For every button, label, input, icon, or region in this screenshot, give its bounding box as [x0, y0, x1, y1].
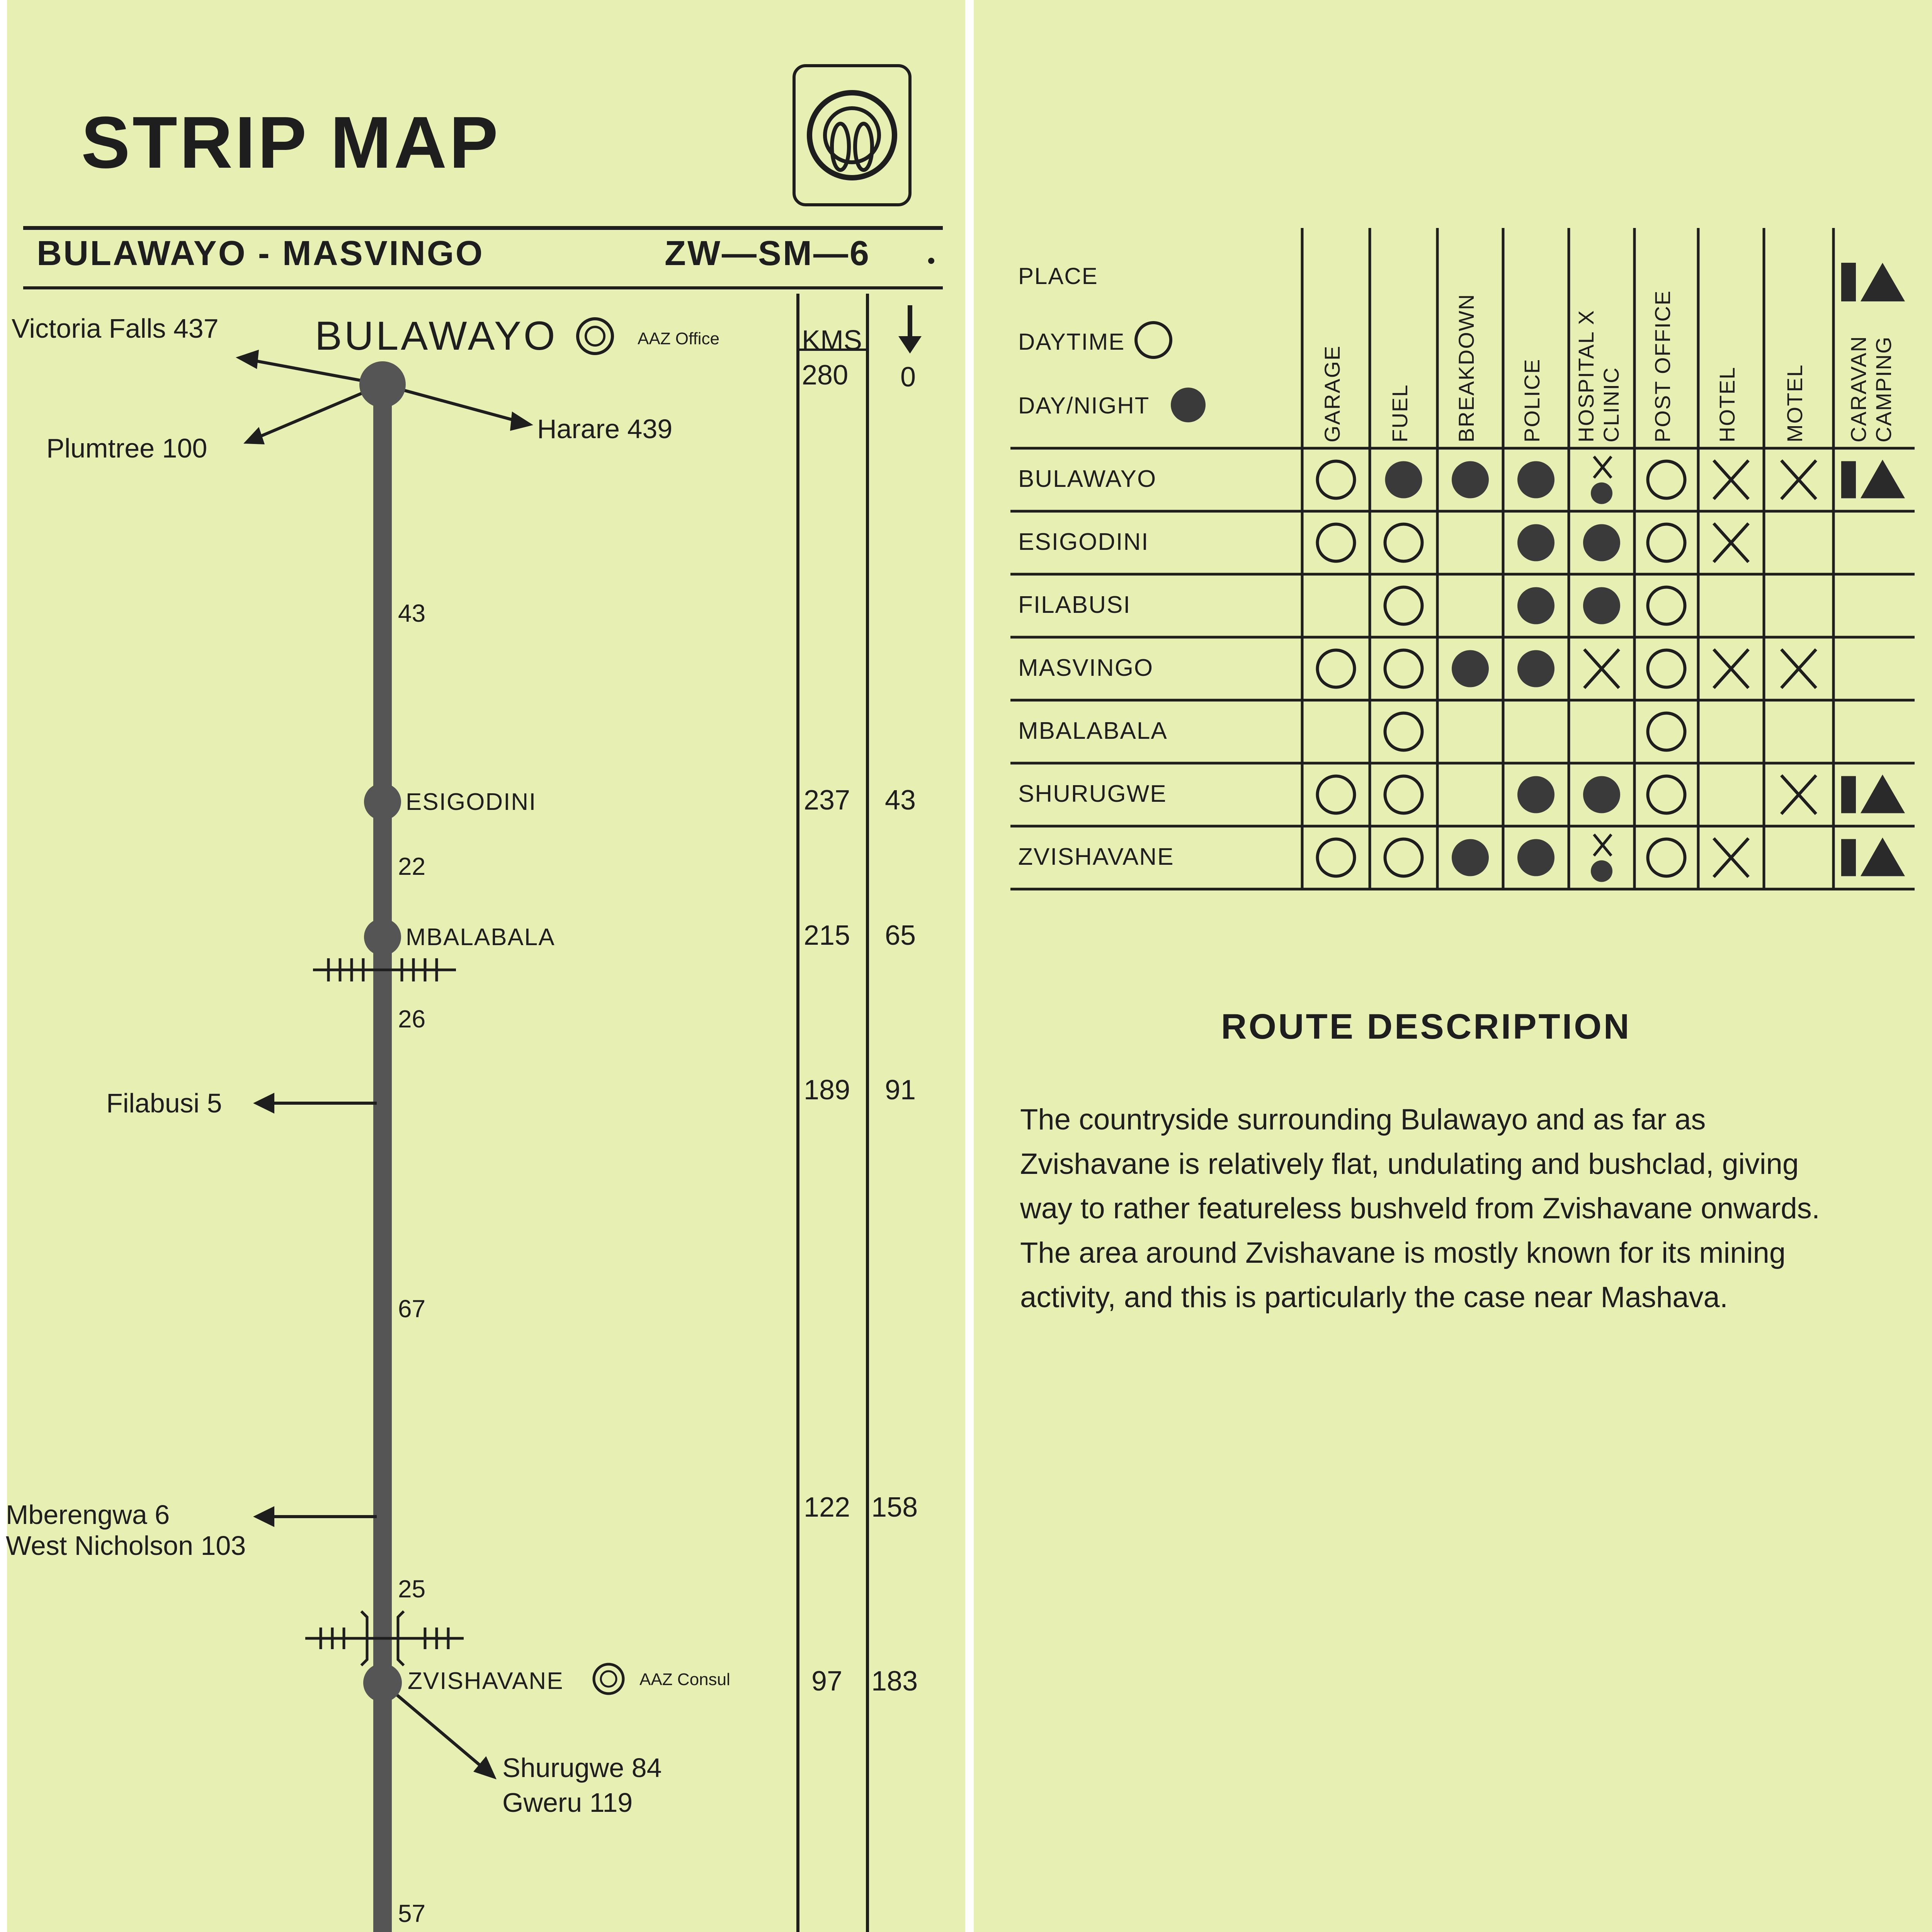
cell-bulawayo-4-dot-icon [1591, 483, 1612, 504]
cell-masvingo-3-daynight-icon [1517, 650, 1554, 687]
dest-shurugwe: Shurugwe 84 [502, 1753, 662, 1783]
dest-harare-top: Harare 439 [537, 414, 673, 444]
kms-esigodini-from: 237 [804, 785, 850, 816]
cell-shurugwe-0-daytime-icon [1318, 776, 1355, 813]
column-header-post-office: POST OFFICE [1650, 290, 1675, 442]
column-header-hotel: HOTEL [1715, 366, 1739, 442]
cell-bulawayo-1-daynight-icon [1385, 461, 1422, 498]
cell-masvingo-1-daytime-icon [1385, 650, 1422, 687]
segment-km-4: 67 [398, 1295, 426, 1323]
kms-mbalabala-from: 215 [804, 920, 850, 951]
header-caravan-icon [1841, 263, 1856, 301]
dest-west-nicholson: West Nicholson 103 [6, 1531, 246, 1561]
cell-shurugwe-5-daytime-icon [1648, 776, 1685, 813]
segment-km-2: 22 [398, 852, 426, 880]
route-description-text: The countryside surrounding Bulawayo and as far as Zvishavane is relatively flat, undulating and bushclad, giving way to rather featureless bushveld from Zvishavane onwards. The area around Zvishavane is mostly known for its mining activity, and this is particularly the case near Mashava. [1020, 1103, 1820, 1314]
cell-bulawayo-6-cross-icon [1714, 461, 1748, 499]
kms-filabusi-to: 91 [885, 1075, 916, 1105]
cell-bulawayo-2-daynight-icon [1452, 461, 1489, 498]
column-header-camping: CAMPING [1871, 336, 1896, 442]
kms-mberengwa-to: 158 [871, 1492, 918, 1523]
column-header-motel: MOTEL [1782, 364, 1807, 442]
cell-zvishavane-2-daynight-icon [1452, 839, 1489, 876]
cell-shurugwe-3-daynight-icon [1517, 776, 1554, 813]
cell-esigodini-1-daytime-icon [1385, 524, 1422, 561]
row-label-filabusi: FILABUSI [1018, 591, 1131, 618]
cell-zvishavane-6-cross-icon [1714, 838, 1748, 877]
cell-zvishavane-3-daynight-icon [1517, 839, 1554, 876]
town-esigodini: ESIGODINI [406, 789, 537, 815]
town-bulawayo: BULAWAYO [315, 313, 558, 359]
cell-zvishavane-0-daytime-icon [1318, 839, 1355, 876]
column-header-caravan: CARAVAN [1846, 335, 1871, 442]
cell-zvishavane-8-camping-icon [1861, 838, 1905, 876]
cell-bulawayo-0-daytime-icon [1318, 461, 1355, 498]
cell-filabusi-3-daynight-icon [1517, 587, 1554, 624]
row-label-bulawayo: BULAWAYO [1018, 465, 1157, 492]
cell-filabusi-1-daytime-icon [1385, 587, 1422, 624]
kms-filabusi-from: 189 [804, 1075, 850, 1105]
route-description-heading: ROUTE DESCRIPTION [1221, 1007, 1631, 1046]
column-header-fuel: FUEL [1387, 384, 1412, 442]
column-header-garage: GARAGE [1320, 345, 1344, 442]
segment-km-6: 57 [398, 1900, 426, 1927]
cell-bulawayo-5-daytime-icon [1648, 461, 1685, 498]
column-header-breakdown: BREAKDOWN [1454, 293, 1478, 442]
kms-bulawayo-from: 280 [802, 360, 849, 391]
cell-shurugwe-7-cross-icon [1781, 776, 1816, 814]
cell-bulawayo-3-daynight-icon [1517, 461, 1554, 498]
row-label-zvishavane: ZVISHAVANE [1018, 843, 1174, 870]
cell-mbalabala-5-daytime-icon [1648, 713, 1685, 750]
cell-shurugwe-4-daynight-icon [1583, 776, 1620, 813]
daynight-legend-label: DAY/NIGHT [1018, 393, 1150, 418]
cell-zvishavane-8-caravan-icon [1841, 839, 1856, 876]
kms-esigodini-to: 43 [885, 785, 916, 816]
column-header-police: POLICE [1520, 358, 1544, 442]
cell-shurugwe-8-caravan-icon [1841, 776, 1856, 813]
kms-bulawayo-to: 0 [900, 362, 916, 393]
kms-zvishavane-from: 97 [811, 1666, 843, 1697]
cell-masvingo-2-daynight-icon [1452, 650, 1489, 687]
bulawayo-badge: AAZ Office [638, 329, 719, 348]
cell-esigodini-5-daytime-icon [1648, 524, 1685, 561]
kms-zvishavane-to: 183 [871, 1666, 918, 1697]
town-mbalabala: MBALABALA [406, 924, 555, 951]
daytime-legend-label: DAYTIME [1018, 329, 1125, 355]
route-code: ZW—SM—6 [665, 234, 871, 273]
dest-filabusi: Filabusi 5 [106, 1088, 222, 1118]
cell-zvishavane-5-daytime-icon [1648, 839, 1685, 876]
cell-masvingo-4-cross-icon [1584, 650, 1619, 688]
cell-esigodini-4-daynight-icon [1583, 524, 1620, 561]
cell-bulawayo-8-camping-icon [1861, 460, 1905, 498]
kms-header-label: KMS [802, 325, 862, 356]
segment-km-3: 26 [398, 1005, 426, 1033]
cell-masvingo-5-daytime-icon [1648, 650, 1685, 687]
row-label-shurugwe: SHURUGWE [1018, 780, 1167, 807]
cell-masvingo-6-cross-icon [1714, 650, 1748, 688]
segment-km-1: 43 [398, 599, 426, 627]
town-zvishavane: ZVISHAVANE [408, 1668, 564, 1694]
row-label-masvingo: MASVINGO [1018, 654, 1154, 681]
cell-filabusi-4-daynight-icon [1583, 587, 1620, 624]
cell-shurugwe-1-daytime-icon [1385, 776, 1422, 813]
dest-plumtree: Plumtree 100 [46, 433, 207, 463]
segment-km-5: 25 [398, 1575, 426, 1603]
kms-mberengwa-from: 122 [804, 1492, 850, 1523]
cell-bulawayo-4-cross-icon [1594, 457, 1611, 478]
page-title: STRIP MAP [81, 102, 501, 184]
cell-zvishavane-4-dot-icon [1591, 861, 1612, 882]
header-camping-icon [1861, 263, 1905, 301]
cell-bulawayo-7-cross-icon [1781, 461, 1816, 499]
cell-bulawayo-8-caravan-icon [1841, 461, 1856, 498]
cell-zvishavane-1-daytime-icon [1385, 839, 1422, 876]
row-label-mbalabala: MBALABALA [1018, 717, 1168, 744]
daynight-legend-icon [1171, 388, 1206, 422]
cell-mbalabala-1-daytime-icon [1385, 713, 1422, 750]
zvishavane-badge: AAZ Consul [639, 1670, 730, 1689]
dest-victoria-falls: Victoria Falls 437 [12, 313, 219, 344]
cell-esigodini-3-daynight-icon [1517, 524, 1554, 561]
dest-gweru: Gweru 119 [502, 1787, 633, 1818]
route-name: BULAWAYO - MASVINGO [37, 234, 484, 273]
cell-zvishavane-4-cross-icon [1594, 835, 1611, 856]
cell-esigodini-6-cross-icon [1714, 524, 1748, 562]
cell-masvingo-7-cross-icon [1781, 650, 1816, 688]
cell-shurugwe-8-camping-icon [1861, 775, 1905, 813]
column-header-hospital-x: HOSPITAL X [1574, 310, 1598, 442]
cell-masvingo-0-daytime-icon [1318, 650, 1355, 687]
cell-esigodini-0-daytime-icon [1318, 524, 1355, 561]
cell-filabusi-5-daytime-icon [1648, 587, 1685, 624]
daytime-legend-icon [1136, 323, 1171, 357]
column-header-clinic: CLINIC [1599, 367, 1623, 442]
dest-mberengwa: Mberengwa 6 [6, 1500, 170, 1530]
row-label-esigodini: ESIGODINI [1018, 528, 1149, 555]
kms-mbalabala-to: 65 [885, 920, 916, 951]
place-header: PLACE [1018, 263, 1098, 289]
